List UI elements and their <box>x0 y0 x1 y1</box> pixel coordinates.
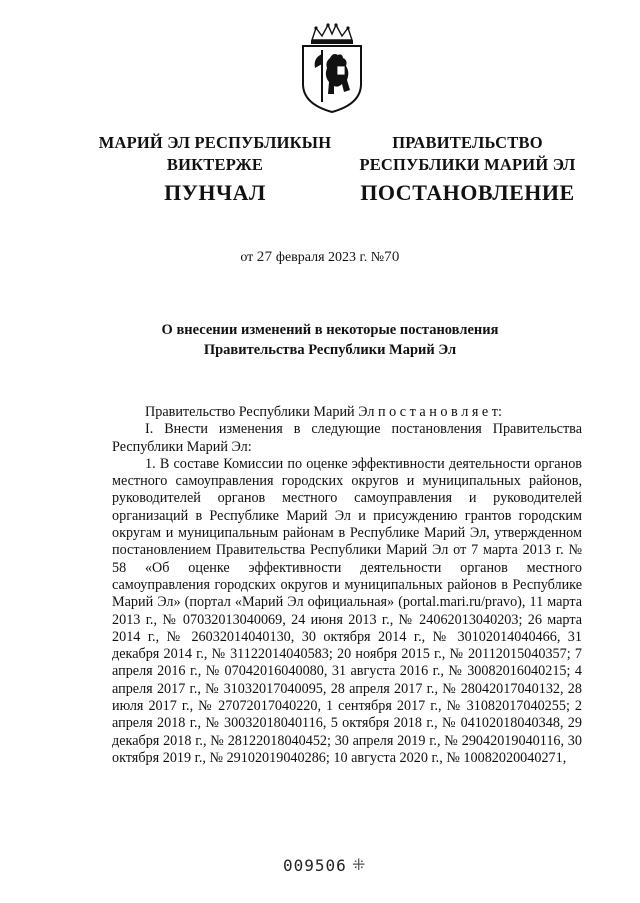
header-russian-title: ПОСТАНОВЛЕНИЕ <box>360 180 575 205</box>
date-month-year: февраля 2023 г. № <box>275 250 385 265</box>
document-title <box>60 320 600 360</box>
document-body <box>112 404 582 767</box>
header-russian <box>345 132 590 208</box>
serial-number: 009506 <box>283 856 347 875</box>
header-mari <box>95 132 335 208</box>
coat-of-arms-icon <box>298 22 366 114</box>
date-day: 27 <box>256 249 273 265</box>
header-mari-line2: ВИКТЕРЖЕ <box>166 155 264 174</box>
body-paragraph-1: Правительство Республики Марий Эл п о с т а н о в л я е т: <box>145 404 502 420</box>
document-title-line1: О внесении изменений в некоторые постановления <box>161 322 499 338</box>
body-paragraph-3: 1. В составе Комиссии по оценке эффективности деятельности органов местного самоуправления городских округов и муниципальных районов, руководителей органов местного самоуправления и руководителей организаций в Республике Марий Эл и присуждению грантов городским округам и муниципальным районам в Республике Марий Эл, утвержденном постановлением Правительства Республики Марий Эл от 7 марта 2013 г. № 58 «Об оценке эффективности деятельности органов местного самоуправления городских округов и муниципальных районов в Республике Марий Эл» (портал «Марий Эл официальная» (portal.mari.ru/pravo), 11 марта 2013 г., № 07032013040069, 24 июня 2013 г., № 24062013040203; 26 марта 2014 г., № 26032014040130, 30 октября 2014 г., № 30102014040466, 31 декабря 2014 г., № 31122014040583; 20 ноября 2015 г., № 20112015040357; 7 апреля 2016 г., № 07042016040080, 31 августа 2016 г., № 30082016040215; 4 апреля 2017 г., № 31032017040095, 28 апреля 2017 г., № 28042017040132, 28 июля 2017 г., № 27072017040220, 1 сентября 2017 г., № 31082017040255; 2 апреля 2018 г., № 30032018040116, 5 октября 2018 г., № 04102018040348, 29 декабря 2018 г., № 28122018040452; 30 апреля 2019 г., № 29042019040116, 30 октября 2019 г., № 29102019040286; 10 августа 2020 г., № 10082020040271, <box>112 455 582 766</box>
resolution-number: 70 <box>384 249 400 265</box>
header-mari-line1: МАРИЙ ЭЛ РЕСПУБЛИКЫН <box>98 133 332 152</box>
date-line <box>0 249 640 266</box>
asterisk-mark-icon: ⁜ <box>352 855 366 874</box>
header-russian-line1: ПРАВИТЕЛЬСТВО <box>392 133 543 152</box>
body-paragraph-2: I. Внести изменения в следующие постановления Правительства Республики Марий Эл: <box>112 421 582 455</box>
date-prefix: от <box>240 250 254 265</box>
header-russian-line2: РЕСПУБЛИКИ МАРИЙ ЭЛ <box>359 155 576 174</box>
document-title-line2: Правительства Республики Марий Эл <box>203 342 457 358</box>
header-mari-title: ПУНЧАЛ <box>164 180 266 205</box>
